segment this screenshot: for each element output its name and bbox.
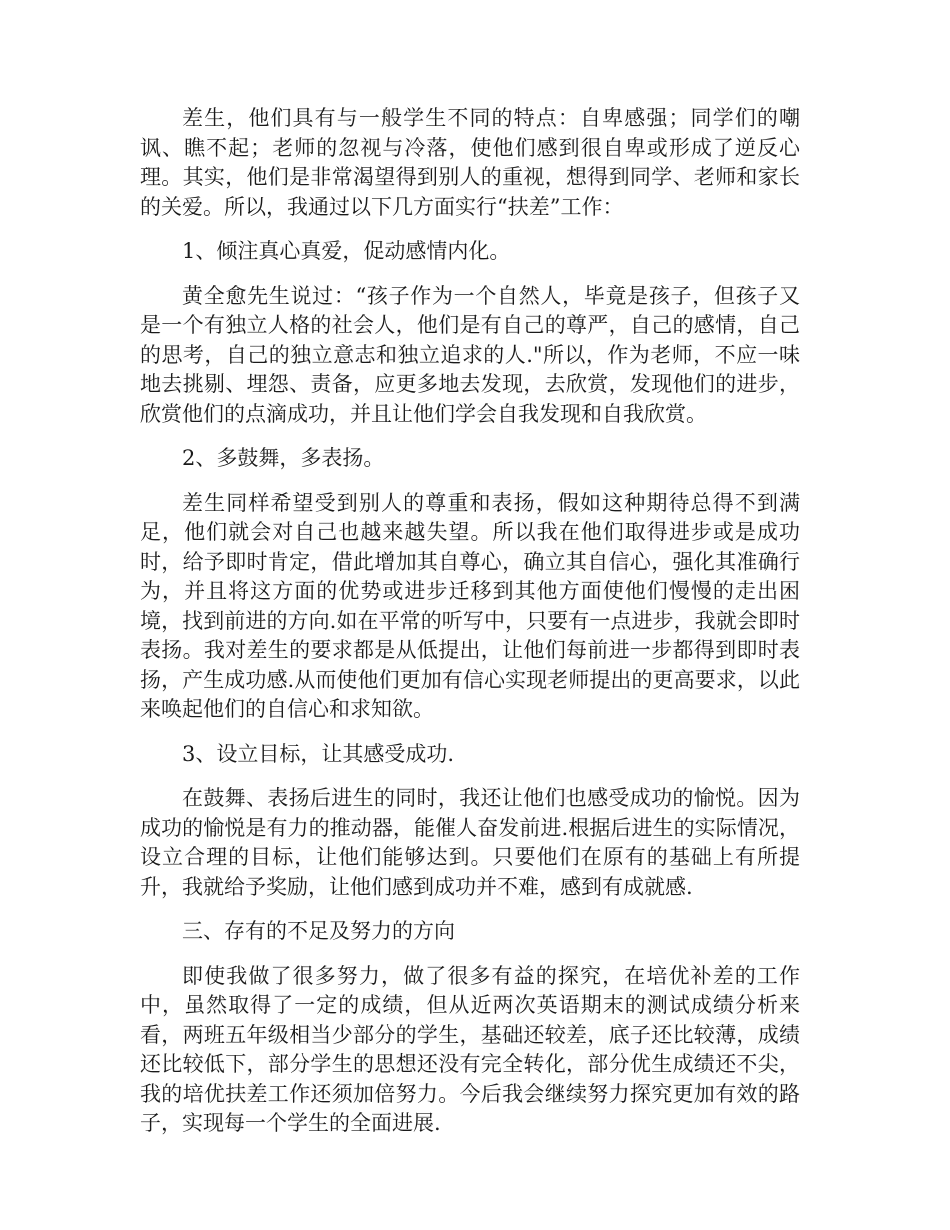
paragraph-intro: 差生，他们具有与一般学生不同的特点：自卑感强；同学们的嘲讽、瞧不起；老师的忽视与冷落，使他们感到很自卑或形成了逆反心理。其实，他们是非常渴望得到别人的重视，想得到同学、老师和家长的关爱。所以，我通过以下几方面实行“扶差”工作： — [140, 106, 800, 219]
heading-section-3: 三、存有的不足及努力的方向 — [182, 919, 455, 943]
paragraph-quote: 黄全愈先生说过：“孩子作为一个自然人，毕竟是孩子，但孩子又是一个有独立人格的社会人，他们是有自己的尊严，自己的感情，自己的思考，自己的独立意志和独立追求的人."所以，作为老师，不应一味地去挑剔、埋怨、责备，应更多地去发现，去欣赏，发现他们的进步，欣赏他们的点滴成功，并且让他们学会自我发现和自我欣赏。 — [140, 283, 800, 426]
paragraph-shortcomings: 即使我做了很多努力，做了很多有益的探究，在培优补差的工作中，虽然取得了一定的成绩，但从近两次英语期末的测试成绩分析来看，两班五年级相当少部分的学生，基础还较差，底子还比较薄，成绩还比较低下，部分学生的思想还没有完全转化，部分优生成绩还不尖，我的培优扶差工作还须加倍努力。今后我会继续努力探究更加有效的路子，实现每一个学生的全面进展. — [140, 963, 800, 1135]
document-page — [140, 104, 800, 1154]
heading-2: 2、多鼓舞，多表扬。 — [182, 446, 385, 470]
heading-1: 1、倾注真心真爱，促动感情内化。 — [182, 239, 511, 263]
paragraph-praise: 差生同样希望受到别人的尊重和表扬，假如这种期待总得不到满足，他们就会对自己也越来越失望。所以我在他们取得进步或是成功时，给予即时肯定，借此增加其自尊心，确立其自信心，强化其准确行为，并且将这方面的优势或进步迁移到其他方面使他们慢慢的走出困境，找到前进的方向.如在平常的听写中，只要有一点进步，我就会即时表扬。我对差生的要求都是从低提出，让他们每前进一步都得到即时表扬，产生成功感.从而使他们更加有信心实现老师提出的更高要求，以此来唤起他们的自信心和求知欲。 — [140, 490, 800, 721]
paragraph-goals: 在鼓舞、表扬后进生的同时，我还让他们也感受成功的愉悦。因为成功的愉悦是有力的推动器，能催人奋发前进.根据后进生的实际情况，设立合理的目标，让他们能够达到。只要他们在原有的基础上有所提升，我就给予奖励，让他们感到成功并不难，感到有成就感. — [140, 786, 800, 899]
heading-3: 3、设立目标，让其感受成功. — [182, 741, 455, 766]
